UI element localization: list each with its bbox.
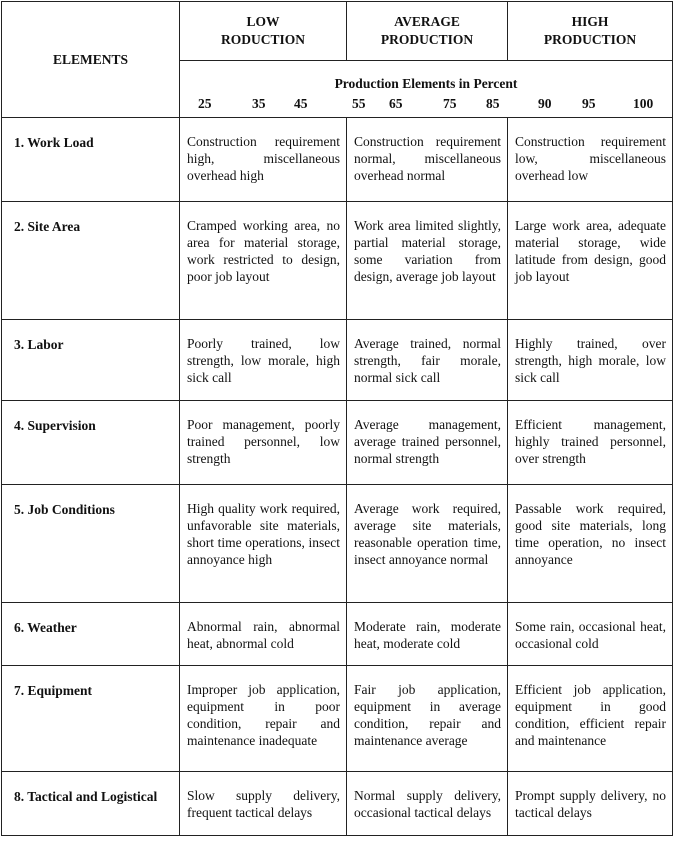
header-line: LOW <box>246 14 280 29</box>
element-name: 1. Work Load <box>2 118 180 202</box>
percent-label: 90 <box>538 96 552 111</box>
high-description: Large work area, adequate material storage, wide latitude from design, good job layout <box>508 202 673 320</box>
production-elements-table <box>1 1 673 836</box>
low-description: Poorly trained, low strength, low morale, high sick call <box>180 320 347 401</box>
element-name: 4. Supervision <box>2 401 180 485</box>
low-description: Improper job application, equipment in poor condition, repair and maintenance inadequate <box>180 666 347 772</box>
percent-label: 55 <box>352 96 366 111</box>
percent-label: 25 <box>198 96 212 111</box>
table-row <box>2 485 673 603</box>
percent-scale <box>180 61 673 118</box>
average-description: Moderate rain, moderate heat, moderate cold <box>347 603 508 666</box>
table-row <box>2 118 673 202</box>
average-description: Average trained, normal strength, fair morale, normal sick call <box>347 320 508 401</box>
percent-label: 45 <box>294 96 308 111</box>
percent-title: Production Elements in Percent <box>334 76 518 91</box>
percent-label: 100 <box>633 96 654 111</box>
table-row <box>2 603 673 666</box>
high-description: Prompt supply delivery, no tactical delays <box>508 772 673 836</box>
element-name: 2. Site Area <box>2 202 180 320</box>
low-description: Slow supply delivery, frequent tactical delays <box>180 772 347 836</box>
high-production-header <box>508 2 673 61</box>
low-description: Cramped working area, no area for material storage, work restricted to design, poor job layout <box>180 202 347 320</box>
header-line: RODUCTION <box>220 32 305 47</box>
low-description: Abnormal rain, abnormal heat, abnormal cold <box>180 603 347 666</box>
table-row <box>2 320 673 401</box>
percent-label: 95 <box>582 96 596 111</box>
table-row <box>2 401 673 485</box>
header-line: HIGH <box>571 14 609 29</box>
element-name: 3. Labor <box>2 320 180 401</box>
average-description: Average work required, average site materials, reasonable operation time, insect annoyance normal <box>347 485 508 603</box>
average-description: Normal supply delivery, occasional tactical delays <box>347 772 508 836</box>
high-description: Highly trained, over strength, high morale, low sick call <box>508 320 673 401</box>
header-line: PRODUCTION <box>543 32 637 47</box>
low-description: High quality work required, unfavorable site materials, short time operations, insect annoyance high <box>180 485 347 603</box>
elements-header: ELEMENTS <box>2 2 180 118</box>
percent-label: 75 <box>443 96 457 111</box>
element-name: 7. Equipment <box>2 666 180 772</box>
table-row <box>2 772 673 836</box>
average-production-header <box>347 2 508 61</box>
header-line: PRODUCTION <box>380 32 474 47</box>
average-description: Fair job application, equipment in average condition, repair and maintenance average <box>347 666 508 772</box>
high-description: Passable work required, good site materials, long time operation, no insect annoyance <box>508 485 673 603</box>
low-description: Construction requirement high, miscellaneous overhead high <box>180 118 347 202</box>
average-description: Average management, average trained personnel, normal strength <box>347 401 508 485</box>
element-name: 6. Weather <box>2 603 180 666</box>
high-description: Construction requirement low, miscellaneous overhead low <box>508 118 673 202</box>
average-description: Work area limited slightly, partial material storage, some variation from design, average job layout <box>347 202 508 320</box>
element-name: 5. Job Conditions <box>2 485 180 603</box>
percent-label: 85 <box>486 96 500 111</box>
low-production-header <box>180 2 347 61</box>
table-row <box>2 666 673 772</box>
low-description: Poor management, poorly trained personnel, low strength <box>180 401 347 485</box>
header-line: AVERAGE <box>394 14 460 29</box>
average-description: Construction requirement normal, miscellaneous overhead normal <box>347 118 508 202</box>
high-description: Efficient job application, equipment in good condition, efficient repair and maintenance <box>508 666 673 772</box>
percent-label: 65 <box>389 96 403 111</box>
element-name: 8. Tactical and Logistical <box>2 772 180 836</box>
high-description: Efficient management, highly trained personnel, over strength <box>508 401 673 485</box>
high-description: Some rain, occasional heat, occasional cold <box>508 603 673 666</box>
percent-label: 35 <box>252 96 266 111</box>
table-row <box>2 202 673 320</box>
